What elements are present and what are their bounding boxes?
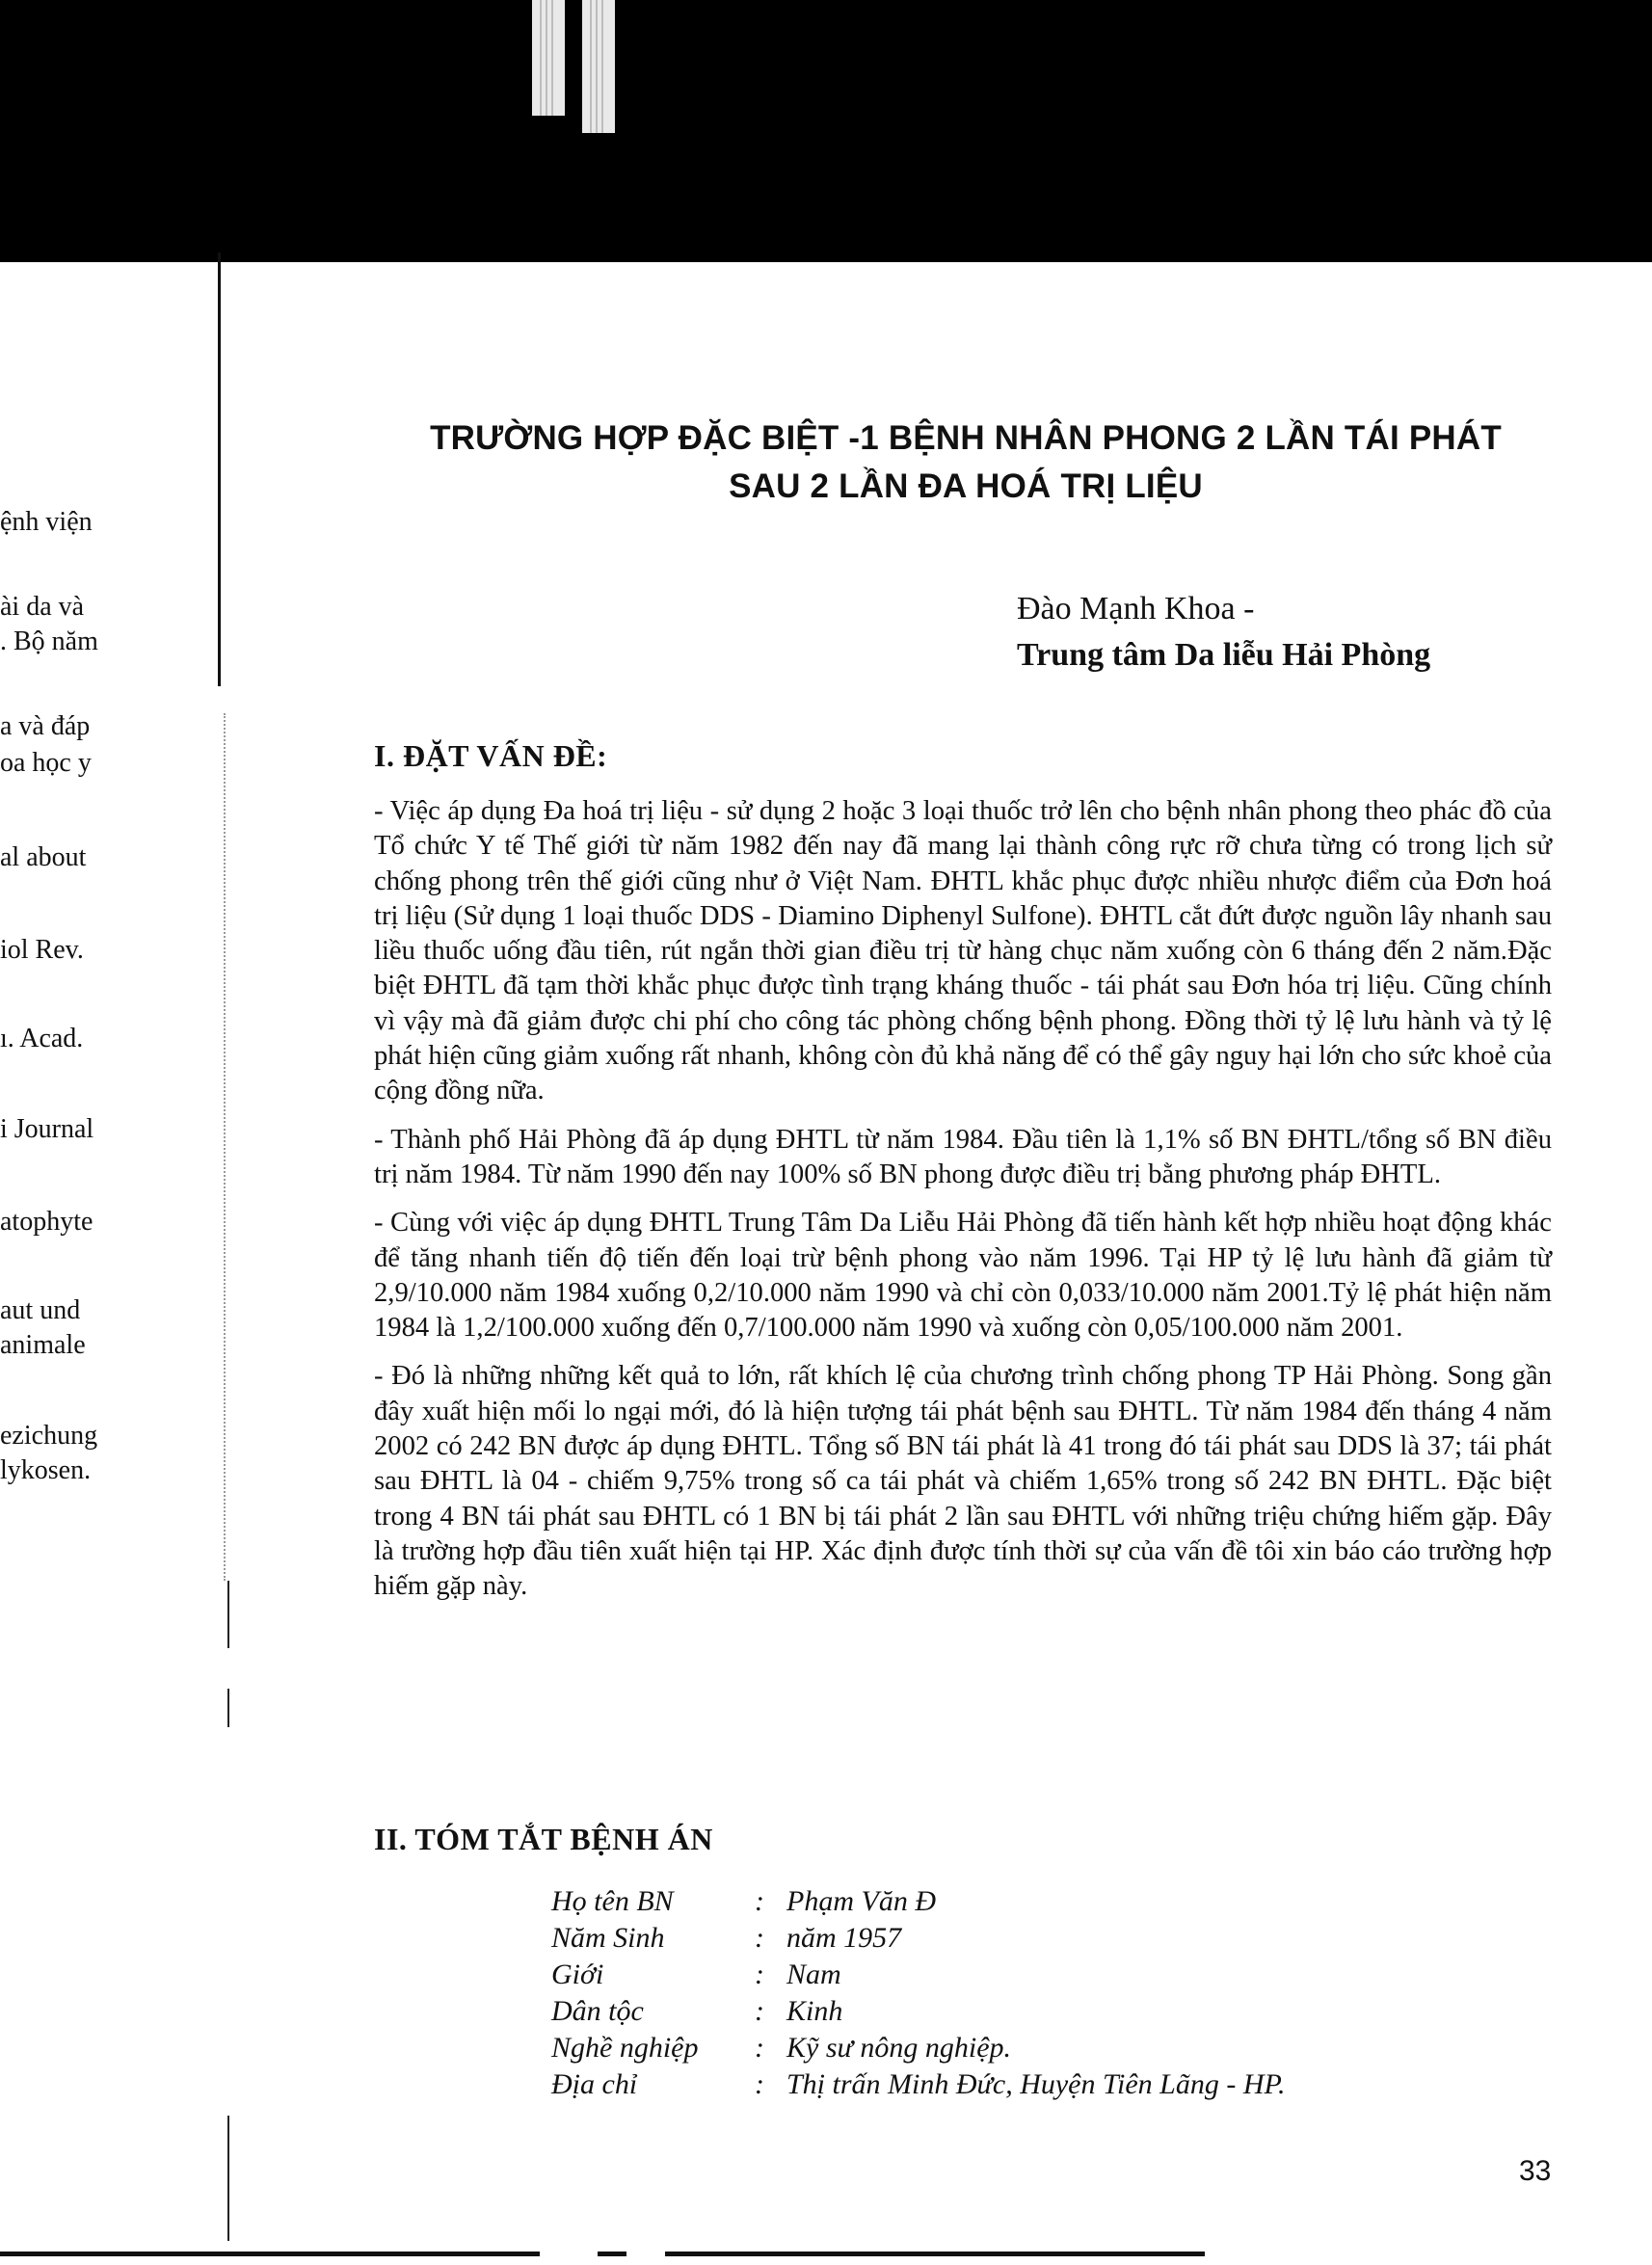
binding-tab (532, 0, 638, 133)
bleed-fragment: aut und (0, 1295, 81, 1325)
section-heading-1: I. ĐẶT VẤN ĐỀ: (374, 738, 608, 773)
info-separator: : (755, 1885, 764, 1917)
info-value: Thị trấn Minh Đức, Huyện Tiên Lãng - HP. (786, 2068, 1286, 2100)
bleed-fragment: oa học y (0, 748, 92, 778)
bleed-fragment: i Journal (0, 1114, 94, 1144)
info-label: Dân tộc (551, 1995, 644, 2027)
info-value: năm 1957 (786, 1922, 902, 1954)
info-row (551, 1920, 1285, 1957)
info-row (551, 2066, 1285, 2103)
fold-tick (227, 2116, 229, 2241)
bleed-fragment: iol Rev. (0, 935, 84, 965)
info-value: Nam (786, 1959, 841, 1990)
info-separator: : (755, 2032, 764, 2064)
info-separator: : (755, 1959, 764, 1990)
info-separator: : (755, 1995, 764, 2027)
bleed-fragment: animale (0, 1330, 86, 1360)
article-title (397, 414, 1534, 511)
info-separator: : (755, 2068, 764, 2100)
bleed-fragment: a và đáp (0, 711, 91, 741)
fold-dots (224, 713, 226, 1581)
bleed-fragment: ı. Acad. (0, 1024, 84, 1053)
bleed-fragment: . Bộ năm (0, 626, 98, 656)
page-number: 33 (1519, 2155, 1552, 2187)
paragraph: - Thành phố Hải Phòng đã áp dụng ĐHTL từ năm 1984. Đầu tiên là 1,1% số BN ĐHTL/tổng số BN điều trị năm 1984. Từ năm 1990 đến nay 100% số BN phong được điều trị bằng phương pháp ĐHTL. (374, 1124, 1552, 1189)
author-institution: Trung tâm Da liễu Hải Phòng (1017, 637, 1431, 673)
info-label: Họ tên BN (551, 1885, 674, 1917)
info-separator: : (755, 1922, 764, 1954)
bleed-fragment: ezichung (0, 1421, 98, 1451)
bleed-fragment: lykosen. (0, 1455, 92, 1485)
info-value: Kỹ sư nông nghiệp. (786, 2032, 1012, 2064)
info-label: Giới (551, 1959, 604, 1990)
patient-info-table (551, 1883, 1285, 2103)
title-line-2: SAU 2 LẦN ĐA HOÁ TRỊ LIỆU (729, 467, 1203, 505)
bleed-fragment: al about (0, 842, 87, 872)
page-fold-line (218, 253, 221, 686)
info-value: Kinh (786, 1995, 843, 2027)
info-row (551, 1957, 1285, 1993)
bleed-fragment: ệnh viện (0, 507, 93, 537)
scan-top-band (0, 0, 1652, 262)
bottom-rule (0, 2252, 540, 2256)
info-label: Địa chỉ (551, 2068, 638, 2100)
info-row (551, 1993, 1285, 2030)
info-row (551, 2030, 1285, 2066)
bleed-fragment: ài da và (0, 592, 85, 622)
section-1-body (374, 794, 1552, 1618)
info-value: Phạm Văn Đ (786, 1885, 936, 1917)
info-label: Năm Sinh (551, 1922, 665, 1954)
bleed-fragment: atophyte (0, 1207, 93, 1237)
paragraph: - Việc áp dụng Đa hoá trị liệu - sử dụng 2 hoặc 3 loại thuốc trở lên cho bệnh nhân phong theo phác đồ của Tổ chức Y tế Thế giới từ năm 1982 đến nay đã mang lại thành công rực rỡ chưa từng có trong lịch sử chống phong trên thế giới cũng như ở Việt Nam. ĐHTL khắc phục được nhiều nhược điểm của Đơn hoá trị liệu (Sử dụng 1 loại thuốc DDS - Diamino Diphenyl Sulfone). ĐHTL cắt đứt được nguồn lây nhanh sau liều thuốc uống đầu tiên, rút ngắn thời gian điều trị từ hàng chục năm xuống còn 6 tháng đến 2 năm.Đặc biệt ĐHTL đã tạm thời khắc phục được tình trạng kháng thuốc - tái phát sau Đơn hóa trị liệu. Cũng chính vì vậy mà đã giảm được chi phí cho công tác phòng chống bệnh phong. Đồng thời tỷ lệ lưu hành và tỷ lệ phát hiện cũng giảm xuống rất nhanh, không còn đủ khả năng để có thể gây nguy hại lớn cho sức khoẻ của cộng đồng nữa. (374, 796, 1552, 1106)
paragraph: - Cùng với việc áp dụng ĐHTL Trung Tâm Da Liễu Hải Phòng đã tiến hành kết hợp nhiều hoạt động khác để tăng nhanh tiến độ tiến đến loại trừ bệnh phong vào năm 1996. Tại HP tỷ lệ lưu hành đã giảm từ 2,9/10.000 năm 1984 xuống 0,2/10.000 năm 1990 và chỉ còn 0,033/10.000 năm 2001.Tỷ lệ phát hiện năm 1984 là 1,2/100.000 xuống đến 0,7/100.000 năm 1990 và xuống còn 0,05/100.000 năm 2001. (374, 1208, 1552, 1344)
fold-tick (227, 1689, 229, 1727)
author-name: Đào Mạnh Khoa - (1017, 591, 1255, 626)
paragraph: - Đó là những những kết quả to lớn, rất khích lệ của chương trình chống phong TP Hải Phòng. Song gần đây xuất hiện mối lo ngại mới, đó là hiện tượng tái phát bệnh sau ĐHTL. Từ năm 1984 đến tháng 4 năm 2002 có 242 BN được áp dụng ĐHTL. Tổng số BN tái phát là 41 trong đó tái phát sau DDS là 37; tái phát sau ĐHTL là 04 - chiếm 9,75% trong số ca tái phát và chiếm 1,65% trong số 242 BN ĐHTL. Đặc biệt trong 4 BN tái phát sau ĐHTL có 1 BN bị tái phát 2 lần sau ĐHTL với những triệu chứng hiếm gặp. Đây là trường hợp đầu tiên xuất hiện tại HP. Xác định được tính thời sự của vấn đề tôi xin báo cáo trường hợp hiếm gặp này. (374, 1361, 1552, 1602)
title-line-1: TRƯỜNG HỢP ĐẶC BIỆT -1 BỆNH NHÂN PHONG 2 LẦN TÁI PHÁT (430, 419, 1502, 457)
bottom-rule (598, 2252, 626, 2256)
fold-tick (227, 1581, 229, 1648)
section-heading-2: II. TÓM TẮT BỆNH ÁN (374, 1822, 713, 1856)
author-block (1017, 586, 1430, 679)
info-label: Nghề nghiệp (551, 2032, 699, 2064)
bottom-rule (665, 2252, 1205, 2256)
info-row (551, 1883, 1285, 1920)
